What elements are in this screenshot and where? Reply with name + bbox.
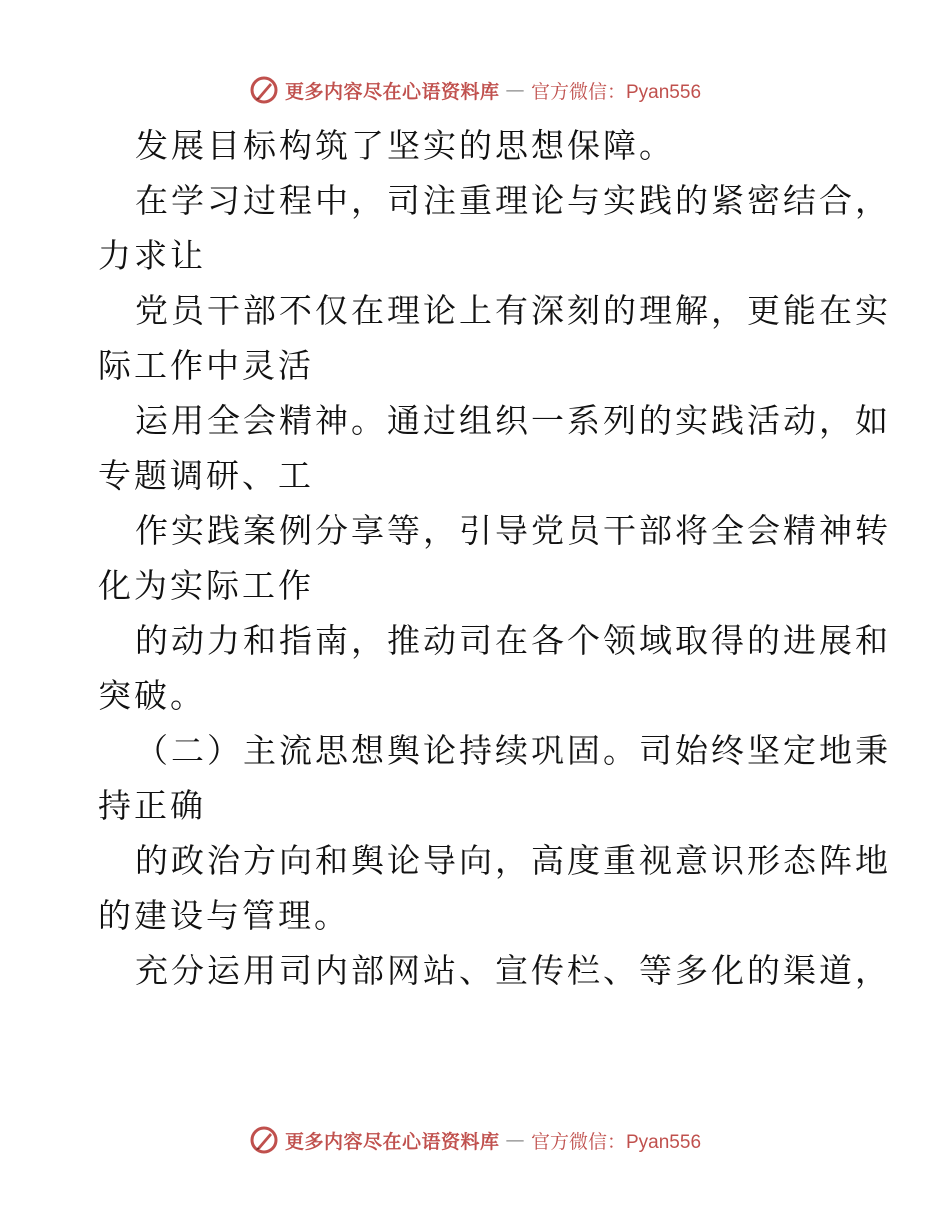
text-line: 发展目标构筑了坚实的思想保障。 [135,126,675,165]
text-line: 化为实际工作 [98,566,314,605]
header-separator: — [505,79,525,101]
footer-separator: — [505,1129,525,1151]
footer-contact-text: 官方微信：Pyan556 [531,1131,702,1153]
header-brand-text: 更多内容尽在心语资料库 [284,80,500,103]
page-footer [0,1122,950,1158]
header-contact-text: 官方微信：Pyan556 [531,81,702,103]
footer-brand-text: 更多内容尽在心语资料库 [284,1130,500,1153]
document-body [98,118,891,998]
text-line: 际工作中灵活 [98,346,314,385]
text-line: （二）主流思想舆论持续巩固。司始终坚定地秉 [135,731,891,770]
text-line: 专题调研、工 [98,456,314,495]
text-line: 的动力和指南，推动司在各个领域取得的进展和 [135,621,891,660]
page-header [0,72,950,108]
text-line: 党员干部不仅在理论上有深刻的理解，更能在实 [135,291,891,330]
text-line: 的建设与管理。 [98,896,350,935]
text-line: 的政治方向和舆论导向，高度重视意识形态阵地 [135,841,891,880]
text-line: 充分运用司内部网站、宣传栏、等多化的渠道， [135,951,891,990]
quill-logo-icon [249,1125,279,1155]
quill-logo-icon [249,75,279,105]
text-line: 突破。 [98,676,206,715]
text-line: 作实践案例分享等，引导党员干部将全会精神转 [135,511,891,550]
text-line: 持正确 [98,786,206,825]
text-line: 运用全会精神。通过组织一系列的实践活动，如 [135,401,891,440]
text-line: 力求让 [98,236,206,275]
text-line: 在学习过程中，司注重理论与实践的紧密结合， [135,181,891,220]
